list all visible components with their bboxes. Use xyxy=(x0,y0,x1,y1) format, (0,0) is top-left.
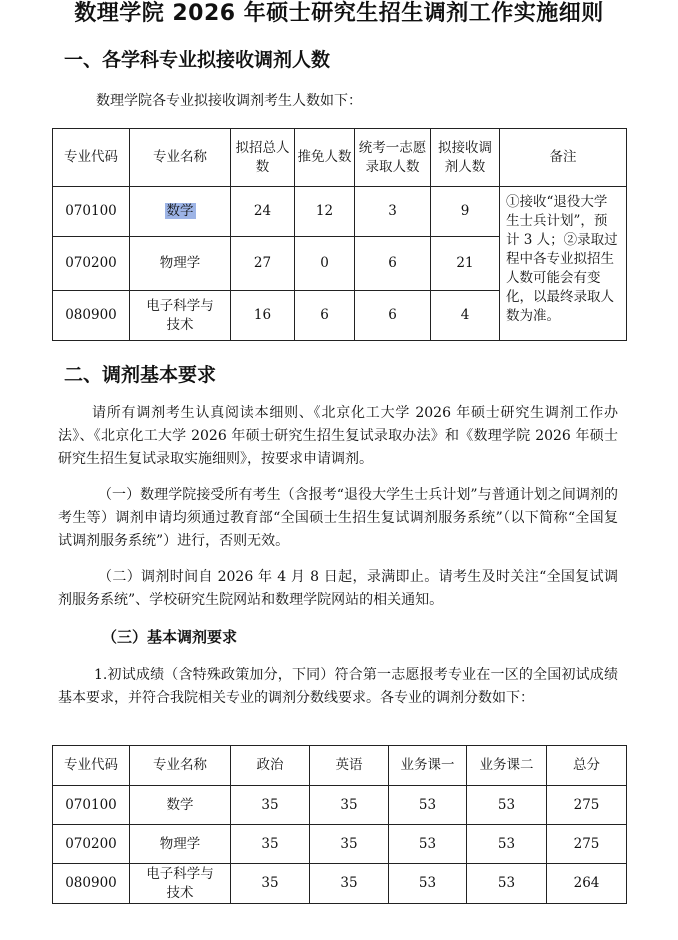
cell-course1: 53 xyxy=(389,786,467,825)
cell-total: 27 xyxy=(231,237,295,291)
table-row xyxy=(53,786,627,825)
header-cell: 统考一志愿录取人数 xyxy=(355,129,431,187)
cell-code: 080900 xyxy=(53,864,130,904)
header-cell: 政治 xyxy=(231,746,310,786)
document-title: 数理学院 2026 年硕士研究生招生调剂工作实施细则 xyxy=(74,1,604,26)
cell-code: 080900 xyxy=(53,291,130,341)
cell-name xyxy=(130,187,231,237)
cell-total: 275 xyxy=(547,825,627,864)
header-cell: 拟接收调剂人数 xyxy=(431,129,500,187)
paragraph: 请所有调剂考生认真阅读本细则、《北京化工大学 2026 年硕士研究生调剂工作办法》、《北京化工大学 2026 年硕士研究生招生复试录取办法》和《数理学院 2026 年硕士研究生招生复试录取实施细则》，按要求申请调剂。 xyxy=(58,405,618,467)
header-cell: 英语 xyxy=(310,746,389,786)
table-row xyxy=(53,864,627,904)
cell-first-choice: 6 xyxy=(355,291,431,341)
cell-total: 264 xyxy=(547,864,627,904)
cell-code: 070100 xyxy=(53,187,130,237)
header-cell: 专业名称 xyxy=(130,129,231,187)
quota-table xyxy=(52,128,627,341)
cell-total: 24 xyxy=(231,187,295,237)
cell-course1: 53 xyxy=(389,864,467,904)
cell-english: 35 xyxy=(310,786,389,825)
cell-code: 070200 xyxy=(53,825,130,864)
paragraph: （二）调剂时间自 2026 年 4 月 8 日起，录满即止。请考生及时关注“全国复试调剂服务系统”、学校研究生院网站和数理学院网站的相关通知。 xyxy=(58,569,618,608)
cell-course2: 53 xyxy=(467,786,547,825)
table-header-row xyxy=(53,746,627,786)
cell-code: 070100 xyxy=(53,786,130,825)
header-cell: 专业代码 xyxy=(53,129,130,187)
header-cell: 业务课一 xyxy=(389,746,467,786)
cell-first-choice: 6 xyxy=(355,237,431,291)
cell-first-choice: 3 xyxy=(355,187,431,237)
cell-course2: 53 xyxy=(467,864,547,904)
cell-name: 电子科学与技术 xyxy=(130,864,231,904)
cell-course1: 53 xyxy=(389,825,467,864)
cell-politics: 35 xyxy=(231,786,310,825)
selected-text[interactable]: 数学 xyxy=(166,203,194,219)
cell-total: 275 xyxy=(547,786,627,825)
cell-code: 070200 xyxy=(53,237,130,291)
paragraph: （一）数理学院接受所有考生（含报考“退役大学生士兵计划”与普通计划之间调剂的考生等）调剂申请均须通过教育部“全国硕士生招生复试调剂服务系统”（以下简称“全国复试调剂服务系统”）进行，否则无效。 xyxy=(58,487,618,549)
header-cell: 业务课二 xyxy=(467,746,547,786)
table-header-row xyxy=(53,129,627,187)
cell-name: 数学 xyxy=(130,786,231,825)
header-cell: 拟招总人数 xyxy=(231,129,295,187)
cell-recommend: 6 xyxy=(295,291,355,341)
header-cell: 备注 xyxy=(500,129,627,187)
cell-recommend: 12 xyxy=(295,187,355,237)
cell-adjust: 21 xyxy=(431,237,500,291)
section2-heading: 二、调剂基本要求 xyxy=(64,364,217,386)
cell-politics: 35 xyxy=(231,864,310,904)
cell-total: 16 xyxy=(231,291,295,341)
header-cell: 专业名称 xyxy=(130,746,231,786)
cell-english: 35 xyxy=(310,825,389,864)
score-table xyxy=(52,745,627,904)
note-cell: ①接收“退役大学生士兵计划”，预计 3 人；②录取过程中各专业拟招生人数可能会有变化，以最终录取人数为准。 xyxy=(500,187,627,341)
cell-politics: 35 xyxy=(231,825,310,864)
cell-adjust: 9 xyxy=(431,187,500,237)
cell-adjust: 4 xyxy=(431,291,500,341)
table-row xyxy=(53,825,627,864)
cell-name: 物理学 xyxy=(130,237,231,291)
section1-heading: 一、各学科专业拟接收调剂人数 xyxy=(64,49,331,71)
section1-intro: 数理学院各专业拟接收调剂考生人数如下： xyxy=(96,93,362,109)
header-cell: 推免人数 xyxy=(295,129,355,187)
cell-course2: 53 xyxy=(467,825,547,864)
cell-english: 35 xyxy=(310,864,389,904)
paragraph: 1.初试成绩（含特殊政策加分，下同）符合第一志愿报考专业在一区的全国初试成绩基本要求，并符合我院相关专业的调剂分数线要求。各专业的调剂分数如下： xyxy=(58,667,618,706)
table-row xyxy=(53,187,627,237)
cell-name: 物理学 xyxy=(130,825,231,864)
cell-recommend: 0 xyxy=(295,237,355,291)
header-cell: 专业代码 xyxy=(53,746,130,786)
header-cell: 总分 xyxy=(547,746,627,786)
subsection-heading: （三）基本调剂要求 xyxy=(102,628,238,646)
cell-name: 电子科学与技术 xyxy=(130,291,231,341)
